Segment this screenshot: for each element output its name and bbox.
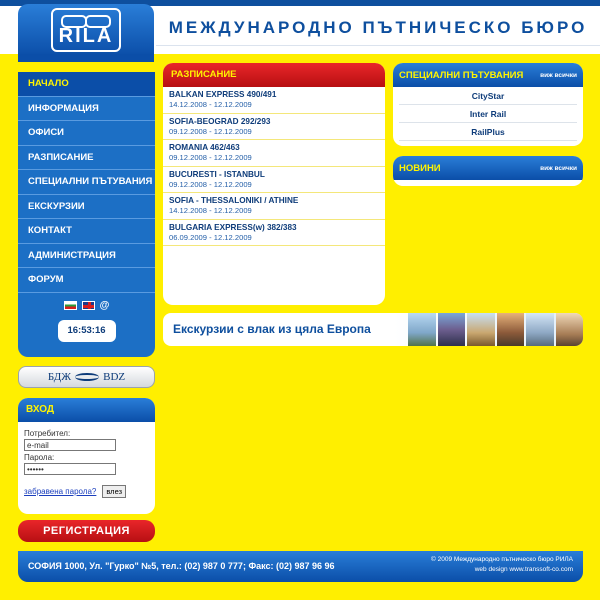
train-name[interactable]: BULGARIA EXPRESS(w) 382/383 xyxy=(169,222,297,232)
logo-tab xyxy=(18,54,154,62)
landmark-photo xyxy=(438,313,466,346)
footer-address: СОФИЯ 1000, Ул. "Гурко" №5, тел.: (02) 987 0 777; Факс: (02) 987 96 96 xyxy=(28,561,335,571)
train-name[interactable]: ROMANIA 462/463 xyxy=(169,143,240,152)
special-trips-box xyxy=(393,63,583,146)
nav-item-special-trips[interactable]: СПЕЦИАЛНИ ПЪТУВАНИЯ xyxy=(18,170,155,195)
schedule-row[interactable] xyxy=(163,114,385,141)
main-nav xyxy=(18,72,155,357)
special-trips-title: СПЕЦИАЛНИ ПЪТУВАНИЯ xyxy=(399,69,524,81)
train-dates: 14.12.2008 - 12.12.2009 xyxy=(169,206,252,215)
landmarks-image xyxy=(408,313,583,346)
landmark-photo xyxy=(556,313,584,346)
schedule-row[interactable] xyxy=(163,220,385,247)
schedule-row[interactable] xyxy=(163,167,385,194)
train-dates: 09.12.2008 - 12.12.2009 xyxy=(169,153,252,162)
bulgarian-flag-icon[interactable] xyxy=(64,301,77,310)
bdz-label-bg: БДЖ xyxy=(47,371,72,383)
site-title: МЕЖДУНАРОДНО ПЪТНИЧЕСКО БЮРО xyxy=(156,10,600,46)
language-switcher xyxy=(18,301,155,311)
train-dates: 09.12.2008 - 12.12.2009 xyxy=(169,179,252,189)
special-see-all-link[interactable]: виж всички xyxy=(540,71,577,79)
nav-item-contact[interactable]: КОНТАКТ xyxy=(18,219,155,244)
schedule-row[interactable] xyxy=(163,193,385,220)
schedule-row[interactable] xyxy=(163,87,385,114)
logo-text: RILA xyxy=(58,25,114,47)
special-item-interrail[interactable]: Inter Rail xyxy=(399,105,577,123)
nav-item-administration[interactable]: АДМИНИСТРАЦИЯ xyxy=(18,244,155,269)
password-input[interactable] xyxy=(24,463,116,475)
logo-emblem xyxy=(51,8,121,52)
train-dates: 09.12.2008 - 12.12.2009 xyxy=(169,126,252,136)
schedule-panel xyxy=(163,63,385,305)
register-button[interactable]: РЕГИСТРАЦИЯ xyxy=(18,520,155,542)
nav-item-excursions[interactable]: ЕКСКУРЗИИ xyxy=(18,195,155,220)
user-label: Потребител: xyxy=(24,429,71,438)
footer-copyright: © 2009 Международно пътническо бюро РИЛА xyxy=(431,556,573,563)
email-icon[interactable]: @ xyxy=(99,299,110,311)
bdz-wing-icon xyxy=(75,373,99,381)
nav-item-home[interactable]: НАЧАЛО xyxy=(18,72,155,97)
news-title: НОВИНИ xyxy=(399,162,441,174)
nav-item-schedule[interactable]: РАЗПИСАНИЕ xyxy=(18,146,155,171)
login-title: ВХОД xyxy=(18,398,155,422)
nav-item-forum[interactable]: ФОРУМ xyxy=(18,268,155,293)
password-label: Парола: xyxy=(24,453,55,462)
english-flag-icon[interactable] xyxy=(82,301,95,310)
schedule-row[interactable] xyxy=(163,140,385,167)
login-button[interactable]: влез xyxy=(102,485,126,498)
bdz-label-en: BDZ xyxy=(103,371,126,383)
train-name[interactable]: BUCURESTI - ISTANBUL xyxy=(169,169,265,179)
train-name[interactable]: SOFIA - THESSALONIKI / ATHINE xyxy=(169,196,299,205)
nav-item-info[interactable]: ИНФОРМАЦИЯ xyxy=(18,97,155,122)
bdz-banner[interactable] xyxy=(18,366,155,388)
special-item-railplus[interactable]: RailPlus xyxy=(399,123,577,141)
train-name[interactable]: SOFIA-BEOGRAD 292/293 xyxy=(169,116,271,126)
user-input[interactable] xyxy=(24,439,116,451)
train-dates: 06.09.2009 - 12.12.2009 xyxy=(169,232,252,242)
news-box xyxy=(393,156,583,186)
special-item-citystar[interactable]: CityStar xyxy=(399,87,577,105)
banner-text: Екскурзии с влак из цяла Европа xyxy=(173,322,371,336)
footer-design-credit[interactable]: web design www.transsoft-co.com xyxy=(474,566,573,573)
excursions-banner[interactable] xyxy=(163,313,583,346)
train-dates: 14.12.2008 - 12.12.2009 xyxy=(169,100,252,109)
login-box xyxy=(18,398,155,514)
clock: 16:53:16 xyxy=(58,320,116,342)
landmark-photo xyxy=(526,313,554,346)
train-name[interactable]: BALKAN EXPRESS 490/491 xyxy=(169,90,277,99)
forgot-password-link[interactable]: забравена парола? xyxy=(24,487,97,496)
landmark-photo xyxy=(408,313,436,346)
site-logo[interactable] xyxy=(18,4,154,56)
nav-item-offices[interactable]: ОФИСИ xyxy=(18,121,155,146)
footer xyxy=(18,551,583,582)
landmark-photo xyxy=(497,313,525,346)
train-logo-icon xyxy=(58,14,114,26)
schedule-title: РАЗПИСАНИЕ xyxy=(163,63,385,87)
landmark-photo xyxy=(467,313,495,346)
news-see-all-link[interactable]: виж всички xyxy=(540,164,577,172)
